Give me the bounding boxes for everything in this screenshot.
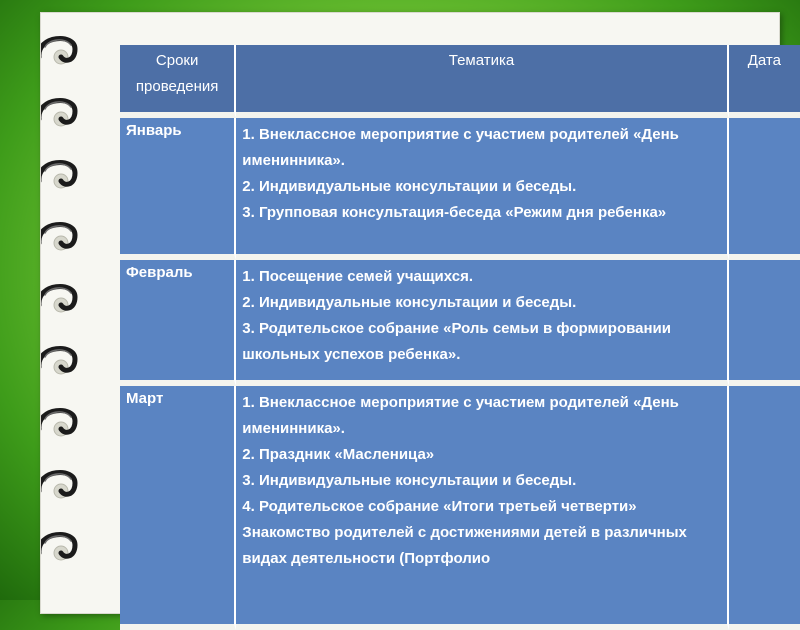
- topic-item: Знакомство родителей с достижениями детей в различных видах деятельности (Портфолио: [242, 524, 687, 567]
- topic-item: 1. Внеклассное мероприятие с участием родителей «День именинника».: [242, 394, 679, 437]
- table-header-row: [120, 45, 800, 118]
- date-cell: [729, 386, 800, 630]
- notebook-ring-icon: [41, 101, 75, 126]
- notebook-ring-icon: [41, 39, 75, 64]
- topic-item: 1. Посещение семей учащихся.: [242, 268, 474, 285]
- date-cell: [729, 260, 800, 386]
- topics-cell: [236, 386, 728, 630]
- header-period: Сроки проведения: [120, 45, 236, 118]
- month-cell: Январь: [120, 118, 236, 260]
- topics-cell: [236, 118, 728, 260]
- notebook-ring-icon: [41, 163, 75, 188]
- topics-cell: [236, 260, 728, 386]
- topic-item: 3. Групповая консультация-беседа «Режим дня ребенка»: [242, 204, 667, 221]
- notebook-ring-icon: [41, 535, 75, 560]
- topic-item: 2. Праздник «Масленица»: [242, 446, 435, 463]
- notebook-ring-icon: [41, 287, 75, 312]
- schedule-table: [120, 45, 800, 630]
- topic-item: 4. Родительское собрание «Итоги третьей четверти»: [242, 498, 637, 515]
- topic-item: 2. Индивидуальные консультации и беседы.: [242, 294, 577, 311]
- notebook-ring-icon: [41, 473, 75, 498]
- topic-item: 2. Индивидуальные консультации и беседы.: [242, 178, 577, 195]
- topic-item: 3. Индивидуальные консультации и беседы.: [242, 472, 577, 489]
- table-row: [120, 260, 800, 386]
- table-row: [120, 118, 800, 260]
- notebook-rings: [41, 13, 131, 613]
- notebook-page: [40, 12, 780, 614]
- topic-item: 3. Родительское собрание «Роль семьи в формировании школьных успехов ребенка».: [242, 320, 671, 363]
- notebook-ring-icon: [41, 349, 75, 374]
- table-row: [120, 386, 800, 630]
- header-date: Дата: [729, 45, 800, 118]
- date-cell: [729, 118, 800, 260]
- header-topic: Тематика: [236, 45, 728, 118]
- notebook-ring-icon: [41, 225, 75, 250]
- month-cell: Март: [120, 386, 236, 630]
- notebook-ring-icon: [41, 411, 75, 436]
- topic-item: 1. Внеклассное мероприятие с участием родителей «День именинника».: [242, 126, 679, 169]
- month-cell: Февраль: [120, 260, 236, 386]
